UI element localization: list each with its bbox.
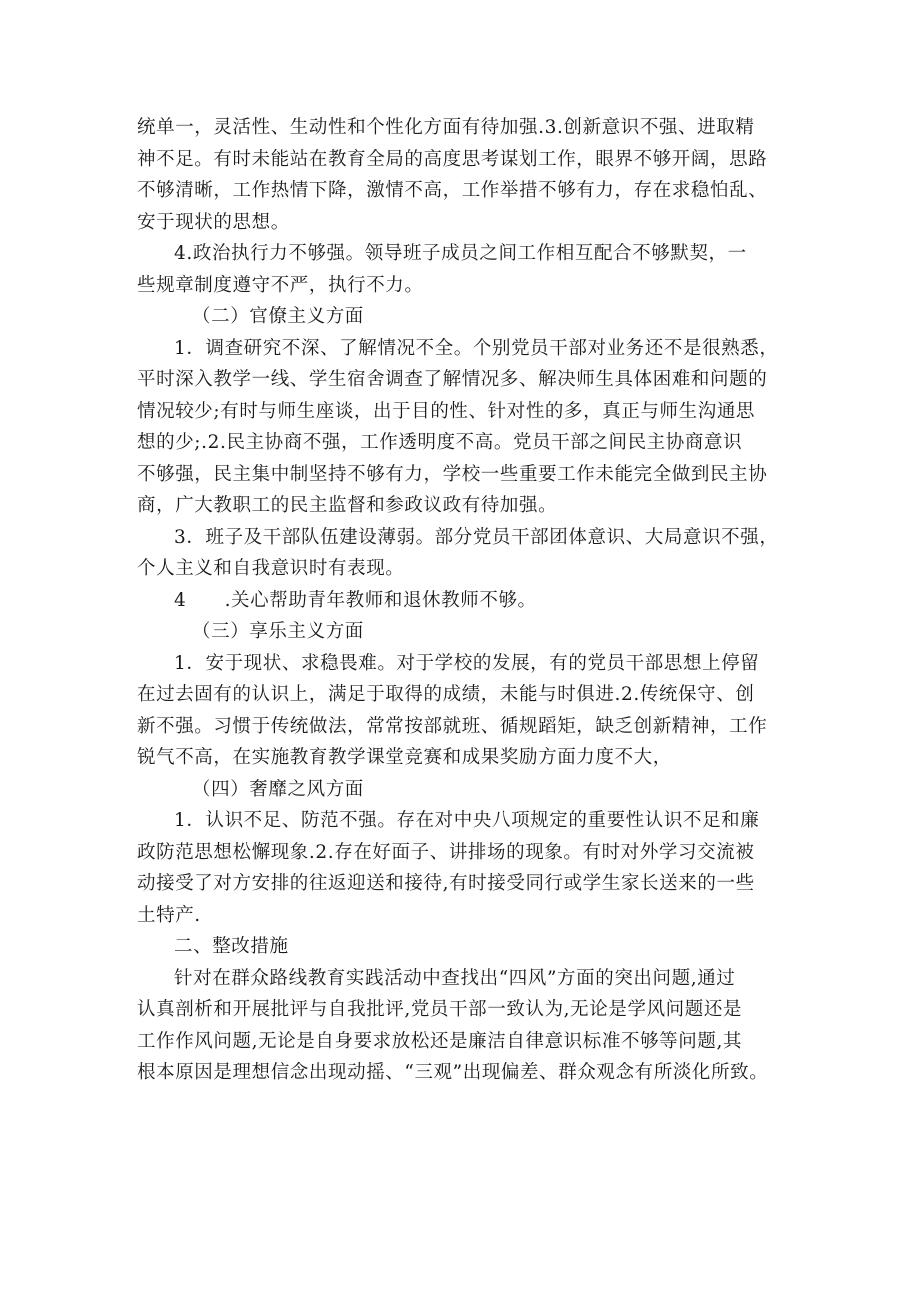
text-line: 些规章制度遵守不严，执行不力。	[137, 274, 424, 296]
paragraph-research	[137, 333, 797, 522]
text-line: 针对在群众路线教育实践活动中查找出“四风”方面的突出问题,通过	[174, 967, 736, 989]
section-heading-extravagance	[137, 774, 797, 806]
text-line: 不够清晰，工作热情下降，激情不高，工作举措不够有力，存在求稳怕乱、	[137, 180, 768, 201]
text-line: 工作作风问题,无论是自身要求放松还是廉洁自律意识标准不够等问题,其	[137, 1030, 743, 1052]
section-heading-bureaucracy	[137, 301, 797, 333]
text-line: 1．安于现状、求稳畏难。对于学校的发展，有的党员干部思想上停留	[174, 652, 760, 674]
paragraph-awareness	[137, 805, 797, 931]
text-line: 政防范思想松懈现象.2.存在好面子、讲排场的现象。有时对外学习交流被	[137, 841, 755, 863]
text-line: 锐气不高，在实施教育教学课堂竞赛和成果奖励方面力度不大，	[137, 747, 672, 768]
text-line: 3．班子及干部队伍建设薄弱。部分党员干部团体意识、大局意识不强，	[174, 526, 779, 548]
text-line: 平时深入教学一线、学生宿舍调查了解情况多、解决师生具体困难和问题的	[137, 369, 768, 390]
text-line: 根本原因是理想信念出现动摇、“三观”出现偏差、群众观念有所淡化所致。	[137, 1062, 769, 1083]
paragraph-political-execution	[137, 238, 797, 301]
text-line: 个人主义和自我意识时有表现。	[137, 558, 405, 579]
text-line: 安于现状的思想。	[137, 211, 290, 233]
paragraph-care-teachers	[137, 585, 797, 617]
text-line: 4 .关心帮助青年教师和退休教师不够。	[174, 589, 537, 611]
heading-text: （四）奢靡之风方面	[192, 778, 364, 800]
paragraph-root-cause	[137, 963, 797, 1089]
heading-text: 二、整改措施	[174, 936, 289, 957]
text-line: 不够强，民主集中制坚持不够有力，学校一些重要工作未能完全做到民主协	[137, 463, 768, 485]
heading-text: （三）享乐主义方面	[192, 621, 364, 642]
section-heading-hedonism	[137, 616, 797, 648]
document-body	[137, 112, 797, 1089]
heading-text: （二）官僚主义方面	[192, 306, 364, 327]
paragraph-complacency	[137, 648, 797, 774]
paragraph-continuation	[137, 112, 797, 238]
text-line: 统单一，灵活性、生动性和个性化方面有待加强.3.创新意识不强、进取精	[137, 117, 755, 138]
text-line: 4.政治执行力不够强。领导班子成员之间工作相互配合不够默契，一	[174, 243, 747, 264]
text-line: 1．认识不足、防范不强。存在对中央八项规定的重要性认识不足和廉	[174, 810, 760, 831]
paragraph-team-building	[137, 522, 797, 585]
text-line: 在过去固有的认识上，满足于取得的成绩，未能与时俱进.2.传统保守、创	[137, 684, 755, 705]
text-line: 新不强。习惯于传统做法，常常按部就班、循规蹈矩，缺乏创新精神，工作	[137, 715, 768, 737]
text-line: 动接受了对方安排的往返迎送和接待,有时接受同行或学生家长送来的一些	[137, 873, 755, 894]
text-line: 情况较少;有时与师生座谈，出于目的性、针对性的多，真正与师生沟通思	[137, 400, 756, 422]
text-line: 认真剖析和开展批评与自我批评,党员干部一致认为,无论是学风问题还是	[137, 999, 743, 1020]
section-heading-rectification	[137, 931, 797, 963]
text-line: 土特产.	[137, 904, 201, 926]
text-line: 商，广大教职工的民主监督和参政议政有待加强。	[137, 495, 558, 516]
text-line: 神不足。有时未能站在教育全局的高度思考谋划工作，眼界不够开阔，思路	[137, 148, 768, 170]
text-line: 想的少;.2.民主协商不强，工作透明度不高。党员干部之间民主协商意识	[137, 432, 743, 453]
text-line: 1．调查研究不深、了解情况不全。个别党员干部对业务还不是很熟悉，	[174, 337, 779, 359]
